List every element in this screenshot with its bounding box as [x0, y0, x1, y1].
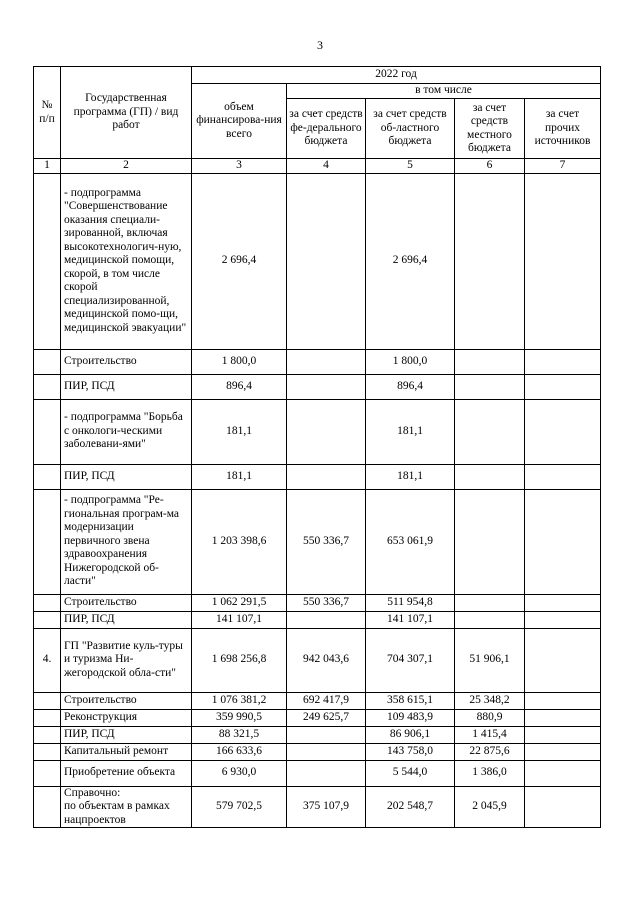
value-regional: 1 800,0 [366, 349, 455, 374]
value-local [455, 464, 525, 489]
row-name: ПИР, ПСД [61, 374, 192, 399]
col-number: 1 [34, 159, 61, 174]
value-local: 51 906,1 [455, 628, 525, 692]
header-including: в том числе [287, 84, 601, 99]
table-row [34, 464, 601, 489]
row-name: Строительство [61, 349, 192, 374]
value-regional: 181,1 [366, 399, 455, 464]
value-local [455, 349, 525, 374]
col-number: 3 [192, 159, 287, 174]
value-total: 181,1 [192, 399, 287, 464]
value-local [455, 173, 525, 349]
row-name: ПИР, ПСД [61, 726, 192, 743]
table-row [34, 173, 601, 349]
table-row [34, 374, 601, 399]
value-local [455, 594, 525, 611]
value-federal [287, 374, 366, 399]
value-total: 141 107,1 [192, 611, 287, 628]
row-name: ПИР, ПСД [61, 611, 192, 628]
value-regional: 141 107,1 [366, 611, 455, 628]
row-name: ПИР, ПСД [61, 464, 192, 489]
value-local: 880,9 [455, 709, 525, 726]
value-other [525, 349, 601, 374]
value-local [455, 489, 525, 594]
table-row [34, 594, 601, 611]
value-federal [287, 349, 366, 374]
value-federal [287, 760, 366, 786]
value-regional: 5 544,0 [366, 760, 455, 786]
value-other [525, 743, 601, 760]
table-row [34, 726, 601, 743]
value-other [525, 611, 601, 628]
value-total: 359 990,5 [192, 709, 287, 726]
col-number: 7 [525, 159, 601, 174]
row-number [34, 594, 61, 611]
value-total: 181,1 [192, 464, 287, 489]
table-row [34, 760, 601, 786]
value-total: 896,4 [192, 374, 287, 399]
header-federal: за счет средств фе-дерального бюджета [287, 99, 366, 159]
value-regional: 143 758,0 [366, 743, 455, 760]
table-row [34, 709, 601, 726]
value-total: 166 633,6 [192, 743, 287, 760]
row-number [34, 399, 61, 464]
value-local: 1 415,4 [455, 726, 525, 743]
row-name: Реконструкция [61, 709, 192, 726]
value-federal [287, 399, 366, 464]
col-number: 4 [287, 159, 366, 174]
row-name: - подпрограмма "Борьба с онкологи-ческими заболевани-ями" [61, 399, 192, 464]
row-number [34, 173, 61, 349]
value-federal [287, 611, 366, 628]
value-regional: 181,1 [366, 464, 455, 489]
value-other [525, 760, 601, 786]
value-total: 6 930,0 [192, 760, 287, 786]
value-total: 1 800,0 [192, 349, 287, 374]
header-number: № п/п [34, 67, 61, 159]
row-name: Строительство [61, 594, 192, 611]
row-number [34, 726, 61, 743]
value-regional: 2 696,4 [366, 173, 455, 349]
value-regional: 358 615,1 [366, 692, 455, 709]
value-regional: 653 061,9 [366, 489, 455, 594]
value-federal [287, 743, 366, 760]
value-other [525, 709, 601, 726]
value-other [525, 399, 601, 464]
value-other [525, 173, 601, 349]
row-name: Капитальный ремонт [61, 743, 192, 760]
value-other [525, 489, 601, 594]
value-total: 1 076 381,2 [192, 692, 287, 709]
col-number: 2 [61, 159, 192, 174]
header-year: 2022 год [192, 67, 601, 84]
col-number: 6 [455, 159, 525, 174]
row-number [34, 760, 61, 786]
value-federal [287, 726, 366, 743]
table-row [34, 743, 601, 760]
value-regional: 896,4 [366, 374, 455, 399]
value-local: 22 875,6 [455, 743, 525, 760]
table-row [34, 628, 601, 692]
table-row [34, 692, 601, 709]
value-other [525, 786, 601, 828]
value-federal: 375 107,9 [287, 786, 366, 828]
value-local [455, 399, 525, 464]
value-federal: 550 336,7 [287, 489, 366, 594]
value-local: 1 386,0 [455, 760, 525, 786]
value-federal: 249 625,7 [287, 709, 366, 726]
value-regional: 109 483,9 [366, 709, 455, 726]
row-name: ГП "Развитие куль-туры и туризма Ни-жегородской обла-сти" [61, 628, 192, 692]
header-local: за счет средств местного бюджета [455, 99, 525, 159]
value-total: 2 696,4 [192, 173, 287, 349]
row-name: - подпрограмма "Ре-гиональная програм-ма модернизации первичного звена здравоохранения Нижегородской об-ласти" [61, 489, 192, 594]
table-row [34, 786, 601, 828]
value-regional: 86 906,1 [366, 726, 455, 743]
row-number [34, 786, 61, 828]
value-total: 1 203 398,6 [192, 489, 287, 594]
value-other [525, 692, 601, 709]
row-number [34, 709, 61, 726]
value-regional: 202 548,7 [366, 786, 455, 828]
row-number [34, 692, 61, 709]
value-local [455, 374, 525, 399]
value-other [525, 374, 601, 399]
row-number [34, 611, 61, 628]
row-name: - подпрограмма "Совершенствование оказания специали-зированной, включая высокотехнологич-ную, медицинской помощи, скорой, в том числе скорой специализированной, медицинской помо-щи, медицинской эвакуации" [61, 173, 192, 349]
value-federal: 942 043,6 [287, 628, 366, 692]
value-local: 25 348,2 [455, 692, 525, 709]
value-regional: 704 307,1 [366, 628, 455, 692]
value-local: 2 045,9 [455, 786, 525, 828]
row-number: 4. [34, 628, 61, 692]
value-other [525, 628, 601, 692]
row-number [34, 489, 61, 594]
table-row [34, 349, 601, 374]
header-total: объем финансирова-ния всего [192, 84, 287, 159]
row-name: Приобретение объекта [61, 760, 192, 786]
value-total: 1 698 256,8 [192, 628, 287, 692]
value-total: 88 321,5 [192, 726, 287, 743]
value-other [525, 726, 601, 743]
table-row [34, 611, 601, 628]
value-local [455, 611, 525, 628]
financing-table [33, 66, 601, 828]
table-row [34, 399, 601, 464]
value-federal [287, 173, 366, 349]
row-name: Строительство [61, 692, 192, 709]
value-total: 579 702,5 [192, 786, 287, 828]
value-federal: 692 417,9 [287, 692, 366, 709]
value-total: 1 062 291,5 [192, 594, 287, 611]
value-federal: 550 336,7 [287, 594, 366, 611]
row-name: Справочно: по объектам в рамках нацпроектов [61, 786, 192, 828]
header-other: за счет прочих источников [525, 99, 601, 159]
table-row [34, 489, 601, 594]
page-number: 3 [317, 38, 323, 52]
value-other [525, 464, 601, 489]
header-regional: за счет средств об-ластного бюджета [366, 99, 455, 159]
row-number [34, 349, 61, 374]
row-number [34, 374, 61, 399]
col-number: 5 [366, 159, 455, 174]
header-program: Государственная программа (ГП) / вид работ [61, 67, 192, 159]
value-regional: 511 954,8 [366, 594, 455, 611]
value-other [525, 594, 601, 611]
row-number [34, 464, 61, 489]
value-federal [287, 464, 366, 489]
row-number [34, 743, 61, 760]
